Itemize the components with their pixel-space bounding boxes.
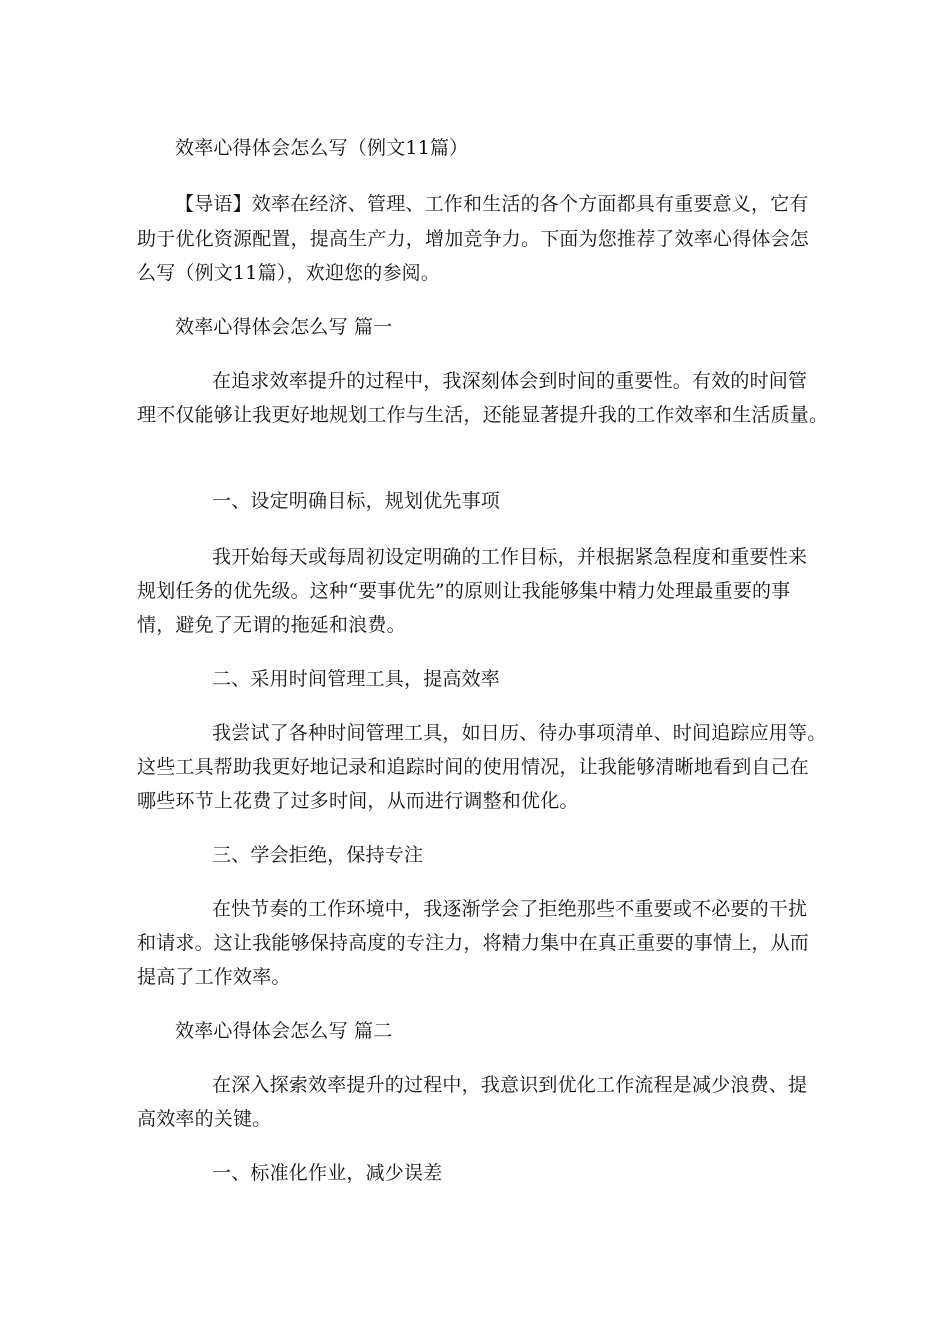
paragraph-line: 高效率的关键。: [137, 1108, 272, 1130]
subheading-1-1: 一、设定明确目标，规划优先事项: [212, 490, 501, 512]
paragraph-line: 提高了工作效率。: [137, 966, 291, 988]
intro-line-3: 么写（例文11篇），欢迎您的参阅。: [137, 262, 441, 284]
paragraph-line: 在快节奏的工作环境中，我逐渐学会了拒绝那些不重要或不必要的干扰: [212, 898, 808, 920]
paragraph-line: 和请求。这让我能够保持高度的专注力，将精力集中在真正重要的事情上，从而: [137, 932, 810, 954]
paragraph-line: 情，避免了无谓的拖延和浪费。: [137, 614, 406, 636]
subheading-1-2: 二、采用时间管理工具，提高效率: [212, 668, 501, 690]
intro-line-1: 【导语】效率在经济、管理、工作和生活的各个方面都具有重要意义，它有: [175, 193, 809, 215]
intro-line-2: 助于优化资源配置，提高生产力，增加竞争力。下面为您推荐了效率心得体会怎: [137, 228, 810, 250]
paragraph-line: 在深入探索效率提升的过程中，我意识到优化工作流程是减少浪费、提: [212, 1074, 808, 1096]
paragraph-line: 我开始每天或每周初设定明确的工作目标，并根据紧急程度和重要性来: [212, 546, 808, 568]
section-heading-1: 效率心得体会怎么写 篇一: [175, 316, 393, 338]
subheading-1-3: 三、学会拒绝，保持专注: [212, 844, 424, 866]
document-title: 效率心得体会怎么写（例文11篇）: [175, 137, 469, 159]
paragraph-line: 我尝试了各种时间管理工具，如日历、待办事项清单、时间追踪应用等。: [212, 722, 827, 744]
paragraph-line: 在追求效率提升的过程中，我深刻体会到时间的重要性。有效的时间管: [212, 370, 808, 392]
subheading-2-1: 一、标准化作业，减少误差: [212, 1162, 443, 1184]
paragraph-line: 理不仅能够让我更好地规划工作与生活，还能显著提升我的工作效率和生活质量。: [137, 404, 829, 426]
paragraph-line: 这些工具帮助我更好地记录和追踪时间的使用情况，让我能够清晰地看到自己在: [137, 756, 810, 778]
section-heading-2: 效率心得体会怎么写 篇二: [175, 1020, 393, 1042]
paragraph-line: 规划任务的优先级。这种“要事优先”的原则让我能够集中精力处理最重要的事: [137, 580, 791, 602]
paragraph-line: 哪些环节上花费了过多时间，从而进行调整和优化。: [137, 790, 579, 812]
